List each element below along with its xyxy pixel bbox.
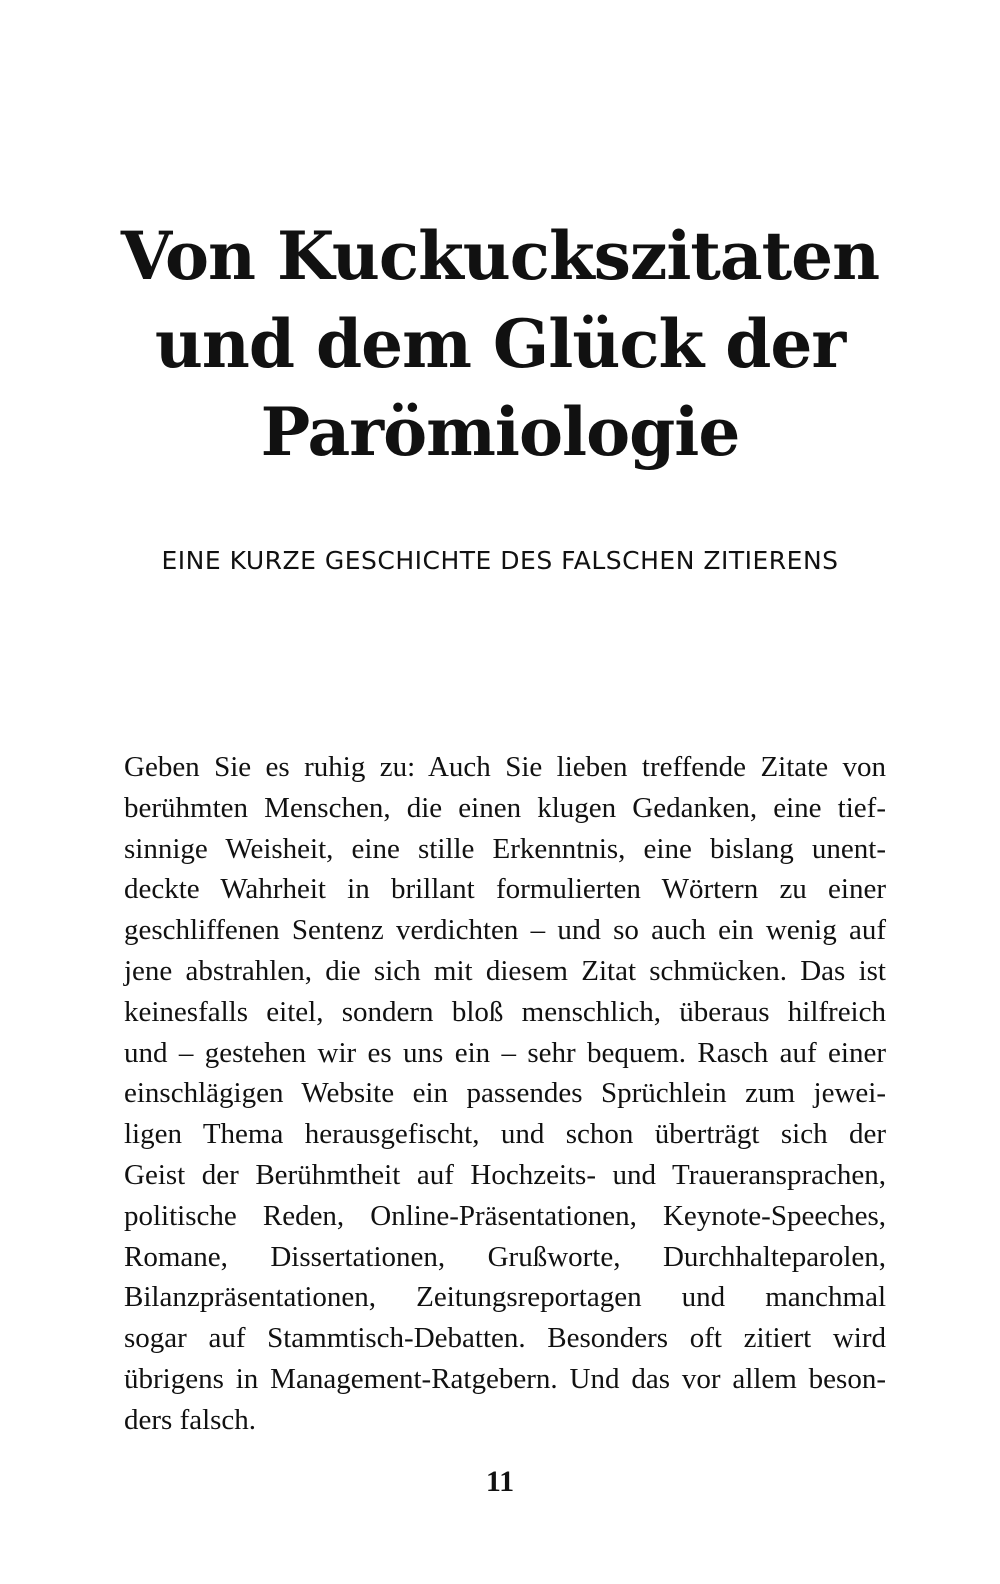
body-line: einschlägigen Website ein passendes Sprüchlein zum jewei-: [124, 1077, 886, 1110]
body-line: deckte Wahrheit in brillant formulierten Wörtern zu einer: [124, 873, 886, 906]
body-line: Geben Sie es ruhig zu: Auch Sie lieben treffende Zitate von: [124, 751, 886, 783]
body-line: jene abstrahlen, die sich mit diesem Zitat schmücken. Das ist: [124, 954, 886, 987]
body-line: keinesfalls eitel, sondern bloß menschlich, überaus hilfreich: [124, 995, 886, 1028]
chapter-title-line: und dem Glück der: [154, 305, 846, 383]
page-number: 11: [485, 1465, 515, 1498]
body-line: berühmten Menschen, die einen klugen Gedanken, eine tief-: [124, 791, 886, 824]
body-line: übrigens in Management-Ratgebern. Und das vor allem beson-: [124, 1362, 886, 1395]
body-line: Romane, Dissertationen, Grußworte, Durchhalteparolen,: [124, 1240, 886, 1273]
body-line: Geist der Berühmtheit auf Hochzeits- und Traueransprachen,: [124, 1158, 886, 1191]
body-line: und – gestehen wir es uns ein – sehr bequem. Rasch auf einer: [124, 1036, 886, 1069]
chapter-subtitle: EINE KURZE GESCHICHTE DES FALSCHEN ZITIERENS: [161, 546, 839, 575]
body-line: politische Reden, Online-Präsentationen, Keynote-Speeches,: [124, 1199, 886, 1232]
body-line: ligen Thema herausgefischt, und schon überträgt sich der: [124, 1118, 886, 1151]
body-line: geschliffenen Sentenz verdichten – und so auch ein wenig auf: [124, 914, 886, 947]
body-paragraph: [124, 747, 886, 1441]
body-line: ders falsch.: [124, 1403, 257, 1436]
chapter-title-line: Parömiologie: [260, 393, 740, 471]
chapter-title-line: Von Kuckuckszitaten: [120, 217, 880, 295]
body-line: sogar auf Stammtisch-Debatten. Besonders oft zitiert wird: [124, 1322, 886, 1355]
body-line: sinnige Weisheit, eine stille Erkenntnis, eine bislang unent-: [124, 832, 886, 865]
chapter-title: [0, 212, 1000, 476]
body-line: Bilanzpräsentationen, Zeitungsreportagen und manchmal: [124, 1281, 886, 1314]
